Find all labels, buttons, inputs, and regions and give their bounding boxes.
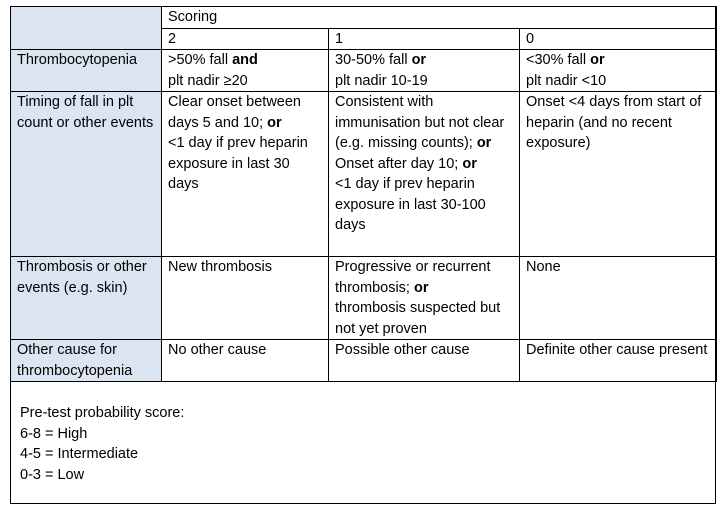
cell-text: Definite other cause present xyxy=(526,342,708,358)
table-cell xyxy=(520,92,717,257)
legend-title: Pre-test probability score: xyxy=(20,405,185,421)
cell-text: Consistent with immunisation but not clear (e.g. missing counts); xyxy=(335,94,505,151)
table-corner xyxy=(11,7,162,50)
table-cell xyxy=(162,50,329,92)
table-cell xyxy=(520,340,717,382)
row-label: Thrombosis or other events (e.g. skin) xyxy=(11,257,162,340)
row-label: Thrombocytopenia xyxy=(11,50,162,92)
table-cell xyxy=(329,50,520,92)
row-label: Other cause for thrombocytopenia xyxy=(11,340,162,382)
scoring-table xyxy=(10,6,717,382)
cell-text: Onset <4 days from start of heparin (and no recent exposure) xyxy=(526,94,702,151)
cell-text: <30% fall xyxy=(526,52,591,68)
table-row xyxy=(11,257,717,340)
emphasis-text: or xyxy=(411,52,427,68)
legend-line-low: 0-3 = Low xyxy=(20,466,85,483)
table-cell xyxy=(329,92,520,257)
legend-line-high: 6-8 = High xyxy=(20,425,88,442)
emphasis-text: or xyxy=(413,279,429,296)
cell-text: <1 day if prev heparin exposure in last 30-100 days xyxy=(335,176,486,233)
score-column-0: 0 xyxy=(520,28,717,50)
table-cell xyxy=(520,257,717,340)
cell-text: Onset after day 10; xyxy=(335,155,463,172)
cell-text: >50% fall xyxy=(168,52,233,68)
table-row xyxy=(11,340,717,382)
legend-line-intermediate: 4-5 = Intermediate xyxy=(20,446,139,462)
emphasis-text: or xyxy=(267,114,282,131)
cell-text: plt nadir ≥20 xyxy=(168,72,248,89)
emphasis-text: and xyxy=(232,52,258,68)
cell-text: Possible other cause xyxy=(335,342,470,358)
score-legend xyxy=(20,403,184,485)
cell-text: None xyxy=(526,259,561,275)
table-row xyxy=(11,92,717,257)
cell-text: 30-50% fall xyxy=(335,52,412,68)
cell-text: thrombosis suspected but not yet proven xyxy=(335,300,501,337)
table-cell xyxy=(329,340,520,382)
cell-text: New thrombosis xyxy=(168,259,272,275)
score-column-2: 2 xyxy=(162,28,329,50)
cell-text: Clear onset between days 5 and 10; xyxy=(168,94,301,131)
table-cell xyxy=(162,257,329,340)
scoring-header: Scoring xyxy=(162,7,717,29)
score-column-1: 1 xyxy=(329,28,520,50)
cell-text: plt nadir <10 xyxy=(526,72,607,89)
table-cell xyxy=(329,257,520,340)
emphasis-text: or xyxy=(590,52,605,68)
table-cell xyxy=(162,92,329,257)
cell-text: Progressive or recurrent thrombosis; xyxy=(335,259,491,296)
emphasis-text: or xyxy=(462,155,477,172)
table-cell xyxy=(520,50,717,92)
cell-text: <1 day if prev heparin exposure in last 30 days xyxy=(168,135,308,192)
table-row xyxy=(11,50,717,92)
cell-text: plt nadir 10-19 xyxy=(335,72,428,89)
row-label: Timing of fall in plt count or other events xyxy=(11,92,162,257)
table-cell xyxy=(162,340,329,382)
emphasis-text: or xyxy=(476,135,492,151)
cell-text: No other cause xyxy=(168,342,267,358)
